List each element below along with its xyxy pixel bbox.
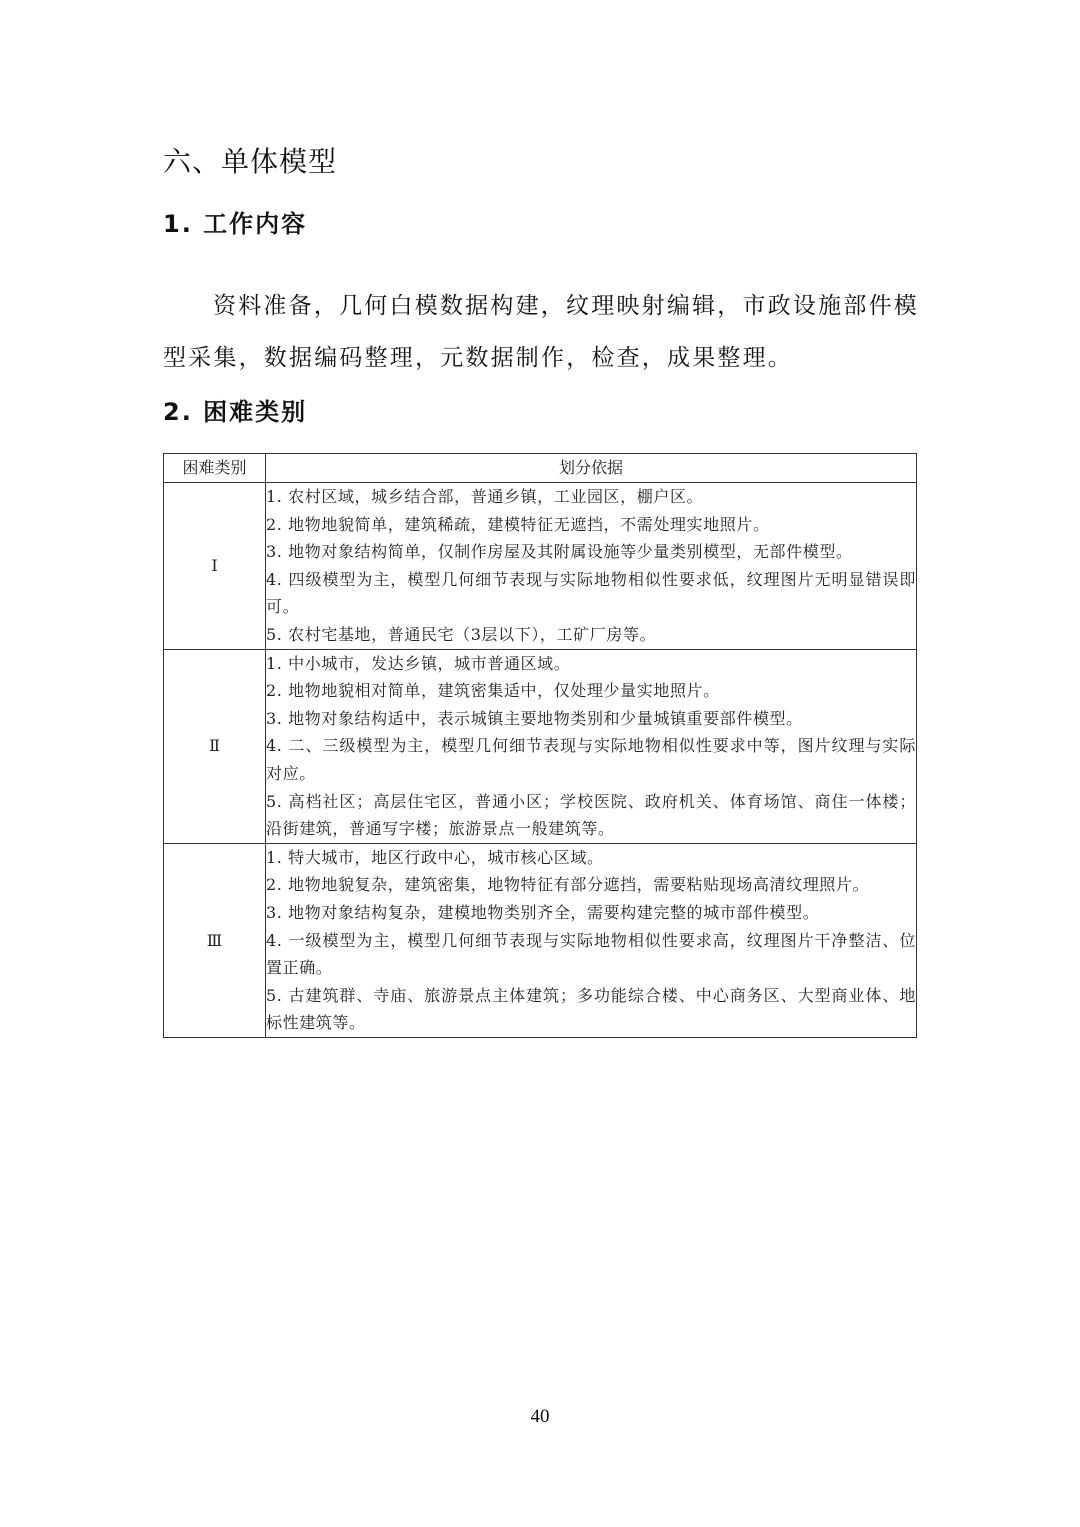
basis-item: 2. 地物地貌简单，建筑稀疏，建模特征无遮挡，不需处理实地照片。 bbox=[266, 514, 770, 534]
subsection-title-work-content: 1. 工作内容 bbox=[163, 210, 308, 238]
subsection-title-difficulty: 2. 困难类别 bbox=[163, 398, 308, 426]
header-basis: 划分依据 bbox=[266, 454, 917, 483]
basis-item: 5. 古建筑群、寺庙、旅游景点主体建筑；多功能综合楼、中心商务区、大型商业体、地标性建筑等。 bbox=[266, 985, 916, 1033]
basis-cell bbox=[266, 843, 917, 1037]
basis-item: 4. 四级模型为主，模型几何细节表现与实际地物相似性要求低，纹理图片无明显错误即可。 bbox=[266, 569, 916, 617]
category-cell: Ⅱ bbox=[164, 649, 266, 843]
page-number: 40 bbox=[530, 1406, 550, 1427]
table-row bbox=[164, 649, 917, 843]
basis-item: 4. 一级模型为主，模型几何细节表现与实际地物相似性要求高，纹理图片干净整洁、位置正确。 bbox=[266, 930, 916, 978]
basis-cell bbox=[266, 483, 917, 650]
header-category: 困难类别 bbox=[164, 454, 266, 483]
basis-item: 3. 地物对象结构适中，表示城镇主要地物类别和少量城镇重要部件模型。 bbox=[266, 708, 803, 728]
table-header-row bbox=[164, 454, 917, 483]
table-row bbox=[164, 843, 917, 1037]
category-cell: Ⅰ bbox=[164, 483, 266, 650]
basis-item: 1. 特大城市，地区行政中心，城市核心区域。 bbox=[266, 847, 604, 867]
table-row bbox=[164, 483, 917, 650]
basis-item: 1. 中小城市，发达乡镇，城市普通区域。 bbox=[266, 653, 571, 673]
basis-item: 5. 高档社区；高层住宅区，普通小区；学校医院、政府机关、体育场馆、商住一体楼；沿街建筑，普通写字楼；旅游景点一般建筑等。 bbox=[266, 791, 916, 839]
basis-item: 3. 地物对象结构复杂，建模地物类别齐全，需要构建完整的城市部件模型。 bbox=[266, 902, 820, 922]
difficulty-table bbox=[163, 453, 917, 1038]
basis-item: 4. 二、三级模型为主，模型几何细节表现与实际地物相似性要求中等，图片纹理与实际对应。 bbox=[266, 736, 916, 783]
basis-item: 2. 地物地貌相对简单，建筑密集适中，仅处理少量实地照片。 bbox=[266, 681, 720, 701]
basis-cell bbox=[266, 649, 917, 843]
category-cell: Ⅲ bbox=[164, 843, 266, 1037]
basis-item: 3. 地物对象结构简单，仅制作房屋及其附属设施等少量类别模型，无部件模型。 bbox=[266, 542, 853, 562]
basis-item: 5. 农村宅基地，普通民宅（3层以下），工矿厂房等。 bbox=[266, 624, 657, 644]
basis-item: 2. 地物地貌复杂，建筑密集，地物特征有部分遮挡，需要粘贴现场高清纹理照片。 bbox=[266, 875, 870, 895]
section-title: 六、单体模型 bbox=[163, 145, 338, 178]
work-content-paragraph: 资料准备，几何白模数据构建，纹理映射编辑，市政设施部件模型采集，数据编码整理，元数据制作，检查，成果整理。 bbox=[163, 293, 919, 371]
basis-item: 1. 农村区域，城乡结合部，普通乡镇，工业园区，棚户区。 bbox=[266, 487, 704, 506]
